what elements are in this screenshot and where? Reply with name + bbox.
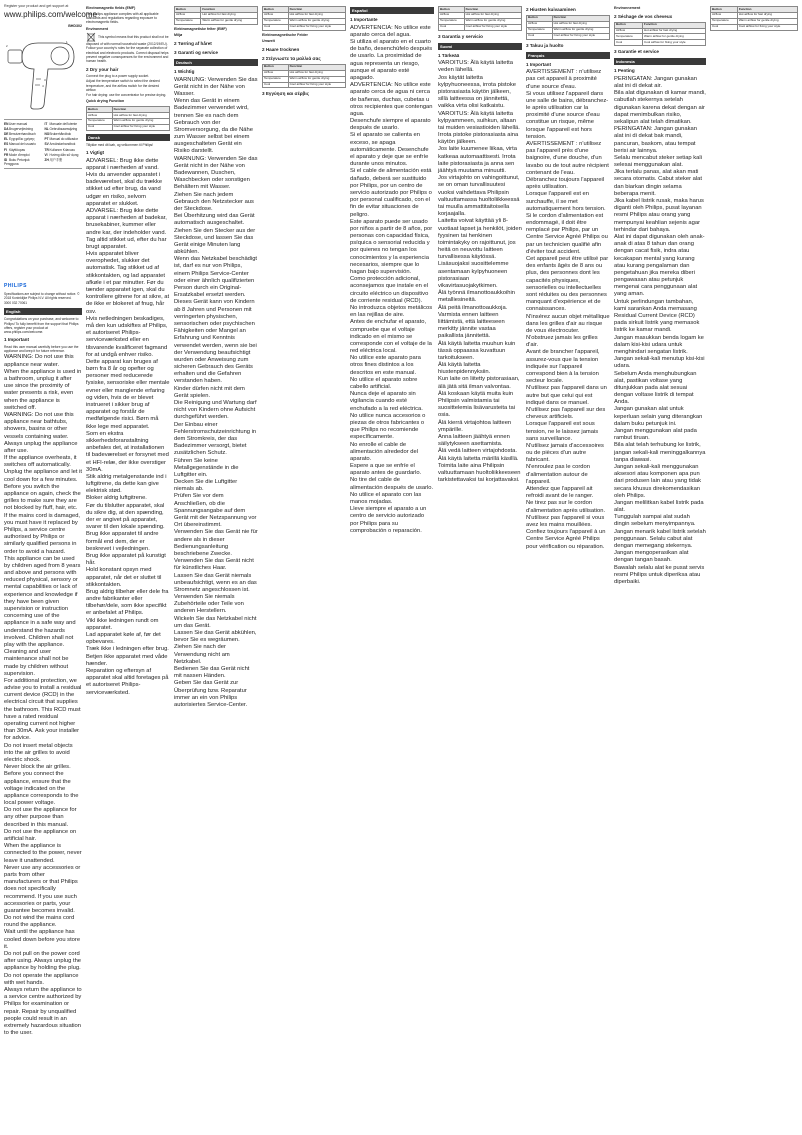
warning-item: Älä peitä ilmanottoaukkoja. bbox=[438, 304, 508, 311]
warning-item: Som en ekstra sikkerhedsforanstaltning anbefales det, at installationen til badeværelset er forsynet med et HFI-relæ, der ikke overstiger 30mA. bbox=[86, 430, 169, 473]
francais-s2-title: 2 Séchage de vos cheveux bbox=[614, 13, 673, 19]
column-deutsch-greek bbox=[262, 0, 346, 1135]
warning-item: Älä käytä laitetta märillä käsillä. bbox=[438, 455, 519, 462]
warning-item: N'utilisez pas l'appareil si vous avez les mains mouillées. bbox=[526, 514, 605, 528]
warning-item: Laitetta voivat käyttää yli 8-vuotiaat lapset ja henkilöt, joiden fyysinen tai henkinen toimintakyky on rajoittunut, jos heitä on neuvottu laitteen turvallisessa käytössä. bbox=[438, 218, 522, 261]
warning-item: No utilice nunca accesorios o piezas de otros fabricantes o que Philips no recomiende específicamente. bbox=[350, 412, 426, 441]
table-row: Temperature Warm airflow for gentle drying bbox=[263, 18, 346, 24]
warning-item: Toimita laite aina Philipsin valtuuttamaan huoltoliikkeeseen tarkistettavaksi tai korjattavaksi. bbox=[438, 462, 521, 484]
suomi-s1-title: 1 Tärkeää bbox=[438, 52, 460, 58]
warning-item: No utilice el aparato con las manos mojadas. bbox=[350, 491, 422, 506]
warning-item: Always return the appliance to a service centre authorized by Philips for examination or repair. Repair by unqualified people could result in an extremely hazardous situation to the user. bbox=[4, 986, 82, 1037]
table-row: Airflow Hot airflow for fast drying bbox=[175, 12, 258, 18]
warning-item: Brug aldrig tilbehør eller dele fra andre fabrikanter eller tilbehør/dele, som ikke specifikt er anbefalet af Philips. bbox=[86, 588, 169, 617]
warning-item: Jangan menarik kabel listrik setelah penggunaan. Selalu cabut alat dengan memegang stekernya. bbox=[614, 528, 706, 550]
table-row: Airflow Hot airflow for fast drying bbox=[263, 12, 346, 18]
warning-item: Lassen Sie das Gerät abkühlen, bevor Sie es wegräumen. bbox=[174, 630, 257, 644]
warning-item: Always unplug the appliance after use. bbox=[4, 440, 78, 454]
quick-dry-title: Quick drying Function bbox=[86, 99, 125, 104]
warning-item: Verwenden Sie das Gerät nicht für künstliches Haar. bbox=[174, 558, 254, 572]
dansk-env-title: Miljø bbox=[174, 33, 183, 38]
function-table: Button Function Airflow Hot airflow for fast drying Temperature Warm airflow for gentle drying Cool Cool airflow for fixing your style bbox=[438, 6, 522, 31]
warning-item: Kinder dürfen nicht mit dem Gerät spielen. bbox=[174, 385, 245, 399]
warning-item: Tag altid stikket ud, efter du har brugt apparatet. bbox=[86, 236, 167, 250]
welcome-url[interactable]: www.philips.com/welcome bbox=[4, 9, 97, 19]
warning-item: Cet appareil peut être utilisé par des enfants âgés de 8 ans ou plus, des personnes dont les capacités physiques, sensorielles ou intellectuelles sont réduites ou des personnes manquant d'expérience et de connaissances. bbox=[526, 256, 609, 313]
table-row: Cool Cool airflow for fixing your style bbox=[527, 33, 610, 39]
english-emf-text: This Philips appliance complies with all applicable standards and regulations regarding exposure to electromagnetic fields. bbox=[86, 11, 159, 25]
warning-item: Confiez toujours l'appareil à un Centre Service Agréé Philips pour vérification ou réparation. bbox=[526, 529, 606, 550]
warning-item: Tunggulah sampai alat sudah dingin sebelum menyimpannya. bbox=[614, 514, 696, 528]
wheelie-bin-icon bbox=[86, 32, 96, 42]
warning-item: Betjen ikke apparatet med våde hænder. bbox=[86, 653, 168, 667]
warning-item: AVERTISSEMENT : n'utilisez pas cet appareil à proximité d'une source d'eau. bbox=[526, 69, 602, 90]
english-warnings bbox=[4, 354, 82, 1037]
svg-text:2: 2 bbox=[6, 43, 8, 48]
lang-item: FRMode d'emploi bbox=[4, 152, 30, 157]
warning-item: Führen Sie keine Metallgegenstände in die Luftgitter ein. bbox=[174, 457, 239, 478]
warning-item: Jos käytät laitetta kylpyhuoneessa, irrota pistoke pistorasiasta käytön jälkeen, sillä laitteessa on jännitettä, vaikka virta olisi katkaistu. bbox=[438, 74, 516, 110]
warning-item: Selalu mencabut steker setiap kali selesai menggunakan alat. bbox=[614, 154, 702, 169]
lang-item: TRKullanım Kılavuzu bbox=[44, 147, 76, 152]
warning-item: Jika kabel listrik rusak, maka harus diganti oleh Philips, pusat layanan resmi Philips atau orang yang mempunyai keahlian sejenis agar terhindar dari bahaya. bbox=[614, 198, 704, 233]
warning-item: Kun laite on liitetty pistorasiaan, älä jätä sitä ilman valvontaa. bbox=[438, 376, 520, 390]
warning-item: Do not insert metal objects into the air grilles to avoid electric shock. bbox=[4, 742, 73, 763]
legal-notice: Specifications are subject to change without notice. © 2018 Koninklijke Philips N.V. All rights reserved. bbox=[4, 291, 80, 300]
function-table: Button Function Airflow Hot airflow for fast drying Temperature Warm airflow for gentle drying Cool Cool airflow for fixing your style bbox=[710, 6, 798, 31]
warning-item: Jangan sekali-kali menutup kisi-kisi udara. bbox=[614, 356, 705, 370]
warning-item: Dette apparat kan bruges af børn fra 8 år og opefter og personer med reducerede fysiske, sensoriske eller mentale evner eller manglende erfaring og viden, hvis de er blevet instrueret i sikker brug af apparatet og forstår de medfølgende risici. Børn må ikke lege med apparatet. bbox=[86, 358, 170, 430]
warning-item: Si el aparato se calienta en exceso, se apaga automáticamente. Desenchufe el aparato y deje que se enfríe durante unos minutos. bbox=[350, 132, 429, 168]
warning-item: ADVERTENCIA: No utilice este aparato cerca del agua. bbox=[350, 24, 431, 38]
warning-item: Jangan menggunakan alat pada rambut tiruan. bbox=[614, 428, 697, 442]
section-header-english: English bbox=[4, 308, 82, 315]
table-row: Temperature Warm airflow for gentle drying bbox=[175, 18, 258, 24]
table-row: Temperature Warm airflow for gentle drying bbox=[615, 34, 706, 40]
espanol-s3-title: 3 Garantía y servicio bbox=[438, 33, 483, 39]
warning-item: Bedienen Sie das Gerät nicht mit nassen Händen. bbox=[174, 665, 250, 680]
warning-item: Hvis du anvender apparatet i badeværelset, skal du trække stikket ud efter brug, da vand udgør en risiko, selvom apparatet er slukket. bbox=[86, 172, 163, 207]
column-francais-indonesia bbox=[614, 0, 706, 1135]
english-env-title: Environment bbox=[86, 26, 108, 31]
warning-item: Lisäsuojaksi suosittelemme asentamaan kylpyhuoneen pistorasiaan vikavirtasuojakytkimen. bbox=[438, 261, 509, 289]
warning-item: Brug ikke apparatet på kunstigt hår. bbox=[86, 552, 166, 567]
warning-item: Älä työnnä ilmanottoaukkoihin metalliesineitä. bbox=[438, 290, 516, 304]
warning-item: Lleve siempre el aparato a un centro de servicio autorizado por Philips para su comprobación o reparación. bbox=[350, 506, 427, 534]
table-row: Cool Cool airflow for fixing your style bbox=[263, 24, 346, 30]
warning-item: WARNUNG: Verwenden Sie das Gerät nicht in der Nähe von Wasser. bbox=[174, 76, 258, 97]
warning-item: Anna laitteen jäähtyä ennen säilytykseen asettamista. bbox=[438, 433, 510, 448]
warning-item: Do not operate the appliance with wet hands. bbox=[4, 972, 79, 986]
francais-s1-title: 1 Important bbox=[526, 61, 552, 67]
warning-item: For additional protection, we advise you to install a residual current device (RCD) in the electrical circuit that supplies the bathroom. This RCD must have a rated residual operating current not higher than 30mA. Ask your installer for advice. bbox=[4, 677, 82, 742]
warning-item: If the mains cord is damaged, you must have it replaced by Philips, a service centre authorised by Philips or similarly qualified persons in order to avoid a hazard. bbox=[4, 512, 81, 555]
warning-item: Irrota pistoke pistorasiasta aina käytön jälkeen. bbox=[438, 132, 519, 146]
section-header-dansk: Dansk bbox=[86, 134, 170, 141]
warning-item: Wenn das Gerät in einem Badezimmer verwendet wird, trennen Sie es nach dem Gebrauch von der Stromversorgung, da die Nähe zum Wasser selbst bei einem ausgeschalteten Gerät ein Risiko darstellt. bbox=[174, 98, 253, 155]
francais-s3-title: 3 Garantie et service bbox=[614, 49, 659, 55]
warning-item: Der Einbau einer Fehlerstromschutzeinrichtung in dem Stromkreis, der das Badezimmer versorgt, bietet zusätzlichen Schutz. bbox=[174, 421, 257, 457]
english-s2-title: 2 Dry your hair bbox=[86, 66, 119, 72]
step-item: Connect the plug to a power supply socket. bbox=[86, 74, 150, 79]
warning-item: Älä käytä laitetta muuhun kuin tässä oppaassa kuvattuun tarkoitukseen. bbox=[438, 340, 516, 361]
warning-item: Brug ikke apparatet til andre formål end dem, der er beskrevet i vejledningen. bbox=[86, 531, 159, 552]
lang-item: DEBenutzerhandbuch bbox=[4, 132, 36, 137]
product-illustration bbox=[4, 35, 82, 113]
warning-item: Si el cable de alimentación está dañado, deberá ser sustituido por Philips, por un centro de servicio autorizado por Philips o por personal cualificado, con el fin de evitar situaciones de peligro. bbox=[350, 168, 432, 218]
dansk-intro: Tillykke med dit køb, og velkommen til Philips! bbox=[86, 142, 154, 147]
warning-item: Bloker aldrig luftgitrene. bbox=[86, 495, 147, 502]
warning-item: When the appliance is connected to the power, never leave it unattended. bbox=[4, 843, 82, 864]
dansk-emf-title: Elektromagnetiske felter (EMF) bbox=[174, 26, 227, 31]
dansk-s2-title: 2 Tørring af håret bbox=[174, 41, 212, 47]
warning-item: Jangan masukkan benda logam ke dalam kisi-kisi udara untuk menghindari sengatan listrik. bbox=[614, 334, 704, 355]
table-row: Airflow Hot airflow for fast drying bbox=[711, 12, 798, 18]
warning-item: Træk ikke i ledningen efter brug. bbox=[86, 646, 169, 653]
warning-item: ADVARSEL: Brug ikke dette apparat i nærheden af badekar, brusekabiner, kummer eller andre kar, der indeholder vand. bbox=[86, 207, 167, 236]
model-number: BHD302 bbox=[68, 24, 82, 29]
warning-item: Do not pull on the power cord after using. Always unplug the appliance by holding the plug. bbox=[4, 951, 82, 972]
warning-item: Älä kierrä virtajohtoa laitteen ympärille. bbox=[438, 419, 512, 433]
warning-item: Wickeln Sie das Netzkabel nicht um das Gerät. bbox=[174, 615, 257, 629]
warning-item: Never use any accessories or parts from other manufacturers or that Philips does not specifically recommend. If you use such accessories or parts, your guarantee becomes invalid. bbox=[4, 864, 81, 914]
warning-item: Bila alat telah terhubung ke listrik, jangan sekali-kali meninggalkannya tanpa diawasi. bbox=[614, 442, 706, 463]
warning-item: N'enroulez pas le cordon d'alimentation autour de l'appareil. bbox=[526, 464, 590, 485]
warning-item: No utilice este aparato para otros fines distintos a los descritos en este manual. bbox=[350, 355, 421, 376]
warning-item: N'utilisez pas l'appareil sur des cheveux artificiels. bbox=[526, 406, 606, 421]
warning-item: No utilice el aparato sobre cabello artificial. bbox=[350, 376, 418, 391]
warning-item: If the appliance overheats, it switches off automatically. Unplug the appliance and let it cool down for a few minutes. Before you switch the appliance on again, check the grilles to make sure they are not blocked by fluff, hair, etc. bbox=[4, 455, 82, 512]
document-code: 3000 032 70061 bbox=[4, 300, 28, 305]
warning-item: Geben Sie das Gerät zur Überprüfung bzw. Reparatur immer an ein von Philips autorisiertes Service-Center. bbox=[174, 680, 248, 708]
lang-item: NLGebruiksaanwijzing bbox=[44, 126, 78, 131]
warning-item: VAROITUS: Älä käytä laitetta kylpyammeen, suihkun, altaan tai muiden vesiastioiden lähellä. bbox=[438, 110, 520, 131]
table-row: Airflow Hot airflow for fast drying bbox=[615, 28, 706, 34]
warning-item: Untuk perlindungan tambahan, kami sarankan Anda memasang Residual Current Device (RCD) pada sirkuit listrik yang memasok listrik ke kamar mandi. bbox=[614, 298, 700, 334]
deutsch-emf-title: Elektromagnetische Felder bbox=[262, 32, 308, 37]
warning-item: Älä käytä laitetta hiustenpidennyksiin. bbox=[438, 362, 491, 376]
table-row: Cool Cool airflow for fixing your style bbox=[263, 82, 346, 88]
lang-item: FI Käyttöopas bbox=[4, 147, 25, 152]
warning-item: Do not use the appliance on artificial hair. bbox=[4, 828, 77, 843]
table-row: Cool Cool airflow for fixing your style bbox=[87, 124, 170, 130]
lang-item: NOBrukerhåndbok bbox=[44, 132, 72, 137]
warning-item: Before you connect the appliance, ensure that the voltage indicated on the appliance corresponds to the local power voltage. bbox=[4, 771, 79, 807]
lang-item: ELΕγχειρίδιο χρήσης bbox=[4, 137, 35, 142]
warning-item: Decken Sie die Luftgitter niemals ab. bbox=[174, 479, 238, 493]
warning-item: N'utilisez pas l'appareil dans un autre but que celui qui est indiqué dans ce manuel. bbox=[526, 385, 607, 406]
espanol-s1-title: 1 Importante bbox=[350, 17, 378, 23]
dansk-s1-title: 1 Vigtigt bbox=[86, 150, 105, 156]
lang-item: ZH用户手册 bbox=[44, 157, 63, 162]
lang-item: DABrugervejledning bbox=[4, 126, 33, 131]
deutsch-env-title: Umwelt bbox=[262, 39, 275, 44]
warning-item: Hvis netledningen beskadiges, må den kun udskiftes af Philips, et autoriseret Philips-serviceværksted eller en tilsvarende kvalificeret fagmand for at undgå enhver risiko. bbox=[86, 315, 168, 358]
function-table: Button Function Airflow Hot airflow for fast drying Temperature Warm airflow for gentle drying Cool Cool airflow for fixing your style bbox=[526, 15, 610, 40]
section-header-espanol: Español bbox=[350, 7, 434, 14]
warning-item: Do not wind the mains cord round the appliance. bbox=[4, 915, 75, 929]
warning-item: Como protección adicional, aconsejamos que instale en el circuito eléctrico un dispositivo de corriente residual (RCD). bbox=[350, 276, 429, 304]
warning-item: N'utilisez jamais d'accessoires ou de pièces d'un autre fabricant. bbox=[526, 442, 604, 464]
warning-item: Avant de brancher l'appareil, assurez-vous que la tension indiquée sur l'appareil correspond bien à la tension secteur locale. bbox=[526, 349, 600, 385]
warning-item: Reparation og eftersyn af apparatet skal altid foretages på et autoriseret Philips-serviceværksted. bbox=[86, 667, 169, 696]
warning-item: AVERTISSEMENT : n'utilisez pas l'appareil près d'une baignoire, d'une douche, d'un lavabo ou de tout autre récipient contenant de l'eau. bbox=[526, 141, 609, 176]
warning-item: When the appliance is used in a bathroom, unplug it after use since the proximity of water presents a risk, even when the appliance is switched off. bbox=[4, 368, 82, 411]
lang-item: VI Hướng dẫn sử dụng bbox=[44, 152, 79, 157]
table-row: Airflow Hot airflow for fast drying bbox=[527, 21, 610, 27]
warning-item: Hold konstant opsyn med apparatet, når det er sluttet til stikkontakten. bbox=[86, 567, 162, 588]
greek-s2-title: 2 Στέγνωστε τα μαλλιά σας bbox=[262, 55, 321, 61]
function-table: Button Function Airflow Hot airflow for fast drying Temperature Warm airflow for gentle drying Cool Cool airflow for fixing your style bbox=[614, 22, 706, 47]
column-espanol-suomi bbox=[438, 0, 522, 1135]
warning-item: Desenchufe siempre el aparato después de usarlo. bbox=[350, 118, 431, 132]
warning-item: PERINGATAN: Jangan gunakan alat ini di dekat bak mandi, pancuran, baskom, atau tempat berisi air lainnya. bbox=[614, 126, 697, 154]
warning-item: Jangan mengoperasikan alat dengan tangan basah. bbox=[614, 550, 689, 564]
svg-text:4: 4 bbox=[42, 83, 44, 88]
function-table: Button Function Airflow Hot airflow for fast drying Temperature Warm airflow for gentle drying Cool Cool airflow for fixing your style bbox=[262, 6, 346, 31]
section-header-indonesia: Indonesia bbox=[614, 58, 706, 65]
warning-item: Jika terlalu panas, alat akan mati secara otomatis. Cabut steker alat dan biarkan dingin selama beberapa menit. bbox=[614, 169, 702, 197]
warning-item: Verwenden Sie das Gerät nie für andere als in dieser Bedienungsanleitung beschriebene Zwecke. bbox=[174, 529, 258, 557]
warning-item: Jos laite kuumenee liikaa, virta katkeaa automaattisesti. Irrota laite pistorasiasta ja anna sen jäähtyä muutama minuutti. bbox=[438, 146, 517, 174]
table-row: Airflow Hot airflow for fast drying bbox=[87, 113, 170, 119]
function-table: Button Function Airflow Hot airflow for fast drying Temperature Warm airflow for gentle drying Cool Cool airflow for fixing your style bbox=[86, 106, 170, 131]
warning-item: VAROITUS: Älä käytä laitetta veden lähellä. bbox=[438, 60, 513, 74]
table-row: Temperature Warm airflow for gentle drying bbox=[711, 18, 798, 24]
warning-item: Nunca deje el aparato sin vigilancia cuando esté enchufado a la red eléctrica. bbox=[350, 391, 423, 412]
warning-item: WARNING: Do not use this appliance near water. bbox=[4, 354, 74, 368]
column-dansk-deutsch bbox=[174, 0, 258, 1135]
warning-item: Este aparato puede ser usado por niños a partir de 8 años, por personas con capacidad física, psíquica o sensorial reducida y por quienes no tengan los conocimientos y la experiencia necesarios, siempre que lo hagan bajo supervisión. bbox=[350, 218, 433, 276]
table-row: Temperature Warm airflow for gentle drying bbox=[87, 118, 170, 124]
warning-item: Varmista ennen laitteen liittämistä, että laitteeseen merkitty jännite vastaa paikallista jännitettä. bbox=[438, 311, 505, 340]
warning-item: PERINGATAN: Jangan gunakan alat ini di dekat air. bbox=[614, 75, 697, 90]
warning-item: WARNING: Do not use this appliance near bathtubs, showers, basins or other vessels containing water. bbox=[4, 411, 74, 440]
lang-item: IT Manuale dell'utente bbox=[44, 121, 78, 126]
warning-item: This appliance can be used by children aged from 8 years and above and persons with reduced physical, sensory or mental capabilities or lack of experience and knowledge if they have been given supervision or instruction concerning use of the appliance in a safe way and understand the hazards involved. Children shall not play with the appliance. Cleaning and user maintenance shall not be made by children without supervision. bbox=[4, 555, 81, 677]
warning-item: Älä koskaan käytä muita kuin Philipsin valmistamia tai suosittelemia lisävarusteita tai osia. bbox=[438, 390, 516, 419]
warning-item: Alat ini dapat digunakan oleh anak-anak di atas 8 tahun dan orang dengan cacat fisik, indra atau kecakapan mental yang kurang atau kurang pengalaman dan pengetahuan jika mereka diberi pengawasan atau petunjuk mengenai cara penggunaan alat yang aman. bbox=[614, 233, 705, 298]
warning-item: Bawalah selalu alat ke pusat servis resmi Philips untuk diperiksa atau diperbaiki. bbox=[614, 564, 705, 585]
warning-item: Do not use the appliance for any other purpose than described in this manual. bbox=[4, 807, 77, 828]
svg-text:3: 3 bbox=[44, 77, 46, 82]
english-s1-title: 1 Important bbox=[4, 337, 30, 343]
register-line: Register your product and get support at bbox=[4, 4, 69, 8]
section-header-francais: Français bbox=[526, 52, 610, 59]
warning-item: No introduzca objetos metálicos en las rejillas de aire. bbox=[350, 304, 433, 319]
column-continuation bbox=[710, 0, 798, 1135]
suomi-s2-title: 2 Hiusten kuivaaminen bbox=[526, 7, 576, 12]
table-row: Temperature Warm airflow for gentle drying bbox=[439, 18, 522, 24]
table-row: Temperature Warm airflow for gentle drying bbox=[527, 27, 610, 33]
deutsch-s2-title: 2 Haare trocknen bbox=[262, 46, 300, 52]
warning-item: Débranchez toujours l'appareil après utilisation. bbox=[526, 176, 605, 191]
svg-text:1: 1 bbox=[66, 39, 68, 44]
warning-item: Bei Überhitzung wird das Gerät automatisch ausgeschaltet. Ziehen Sie den Stecker aus der Steckdose, und lassen Sie das Gerät einige Minuten lang abkühlen. bbox=[174, 213, 256, 256]
warning-item: ADVARSEL: Brug ikke dette apparat i nærheden af vand. bbox=[86, 157, 159, 171]
warning-item: Dieses Gerät kann von Kindern ab 8 Jahren und Personen mit verringerten physischen, sensorischen oder psychischen Fähigkeiten oder Mangel an Erfahrung und Kenntnis verwendet werden, wenn sie bei der Verwendung beaufsichtigt wurden oder Anweisung zum sicheren Gebrauch des Geräts erhalten und die Gefahren verstanden haben. bbox=[174, 299, 257, 385]
warning-item: Si le cordon d'alimentation est endommagé, il doit être remplacé par Philips, par un Centre Service Agréé Philips ou par un technicien qualifié afin d'éviter tout accident. bbox=[526, 212, 608, 255]
warning-item: N'obstruez jamais les grilles d'air. bbox=[526, 335, 598, 349]
warning-item: N'insérez aucun objet métallique dans les grilles d'air au risque de vous électrocuter. bbox=[526, 313, 610, 334]
warning-item: ADVERTENCIA: No utilice este aparato cerca de agua ni cerca de bañeras, duchas, cubetas u otros recipientes que contengan agua. bbox=[350, 82, 433, 117]
warning-item: Wait until the appliance has cooled down before you store it. bbox=[4, 929, 81, 950]
column-english-dansk bbox=[86, 0, 170, 1135]
warning-item: Älä vedä laitteen virtajohdosta. bbox=[438, 448, 517, 455]
warning-item: Stik aldrig metalgenstande ind i luftgitrene, da dette kan give elektrisk stød. bbox=[86, 473, 167, 495]
warning-item: Jangan sekali-kali menggunakan aksesori atau komponen apa pun dari produsen lain atau yang tidak secara khusus direkomendasikan oleh Philips. bbox=[614, 463, 702, 499]
table-row: Airflow Hot airflow for fast drying bbox=[263, 70, 346, 76]
lang-item: ID Buku Petunjuk Pengguna bbox=[4, 157, 30, 166]
warning-item: Si utiliza el aparato en el cuarto de baño, desenchúfelo después de usarlo. La proximidad de agua representa un riesgo, aunque el aparato esté apagado. bbox=[350, 39, 433, 81]
table-row: Temperature Warm airflow for gentle drying bbox=[263, 76, 346, 82]
language-index bbox=[4, 119, 82, 169]
warning-item: No enrolle el cable de alimentación alrededor del aparato. bbox=[350, 441, 418, 462]
warning-item: Sebelum Anda menghubungkan alat, pastikan voltase yang ditunjukkan pada alat sesuai dengan voltase listrik di tempat Anda. bbox=[614, 370, 697, 406]
warning-item: Ziehen Sie nach jedem Gebrauch den Netzstecker aus der Steckdose. bbox=[174, 191, 254, 212]
philips-logo: PHILIPS bbox=[4, 283, 27, 290]
warning-item: Lad apparatet køle af, før det opbevares. bbox=[86, 632, 161, 646]
warning-item: Ne tirez pas sur le cordon d'alimentation après utilisation. bbox=[526, 500, 606, 514]
lang-item: ENUser manual bbox=[4, 121, 28, 126]
table-row: Cool Cool airflow for fixing your style bbox=[439, 24, 522, 30]
francais-env-title: Environnement bbox=[614, 6, 641, 10]
warning-item: Jangan gunakan alat untuk keperluan selain yang diterangkan dalam buku petunjuk ini. bbox=[614, 406, 703, 427]
column-suomi-francais bbox=[526, 0, 610, 1135]
warning-item: Never block the air grilles. bbox=[4, 764, 71, 771]
warning-item: Prüfen Sie vor dem Anschließen, ob die Spannungsangabe auf dem Gerät mit der Netzspannung vor Ort übereinstimmt. bbox=[174, 493, 257, 529]
section-header-suomi: Suomi bbox=[438, 43, 522, 50]
table-row: Cool Cool airflow for fixing your style bbox=[615, 40, 706, 46]
lang-item: ESManual del usuario bbox=[4, 142, 36, 147]
warning-item: Bila alat digunakan di kamar mandi, cabutlah stekernya setelah digunakan karena dekat dengan air dapat menimbulkan risiko, sekalipun alat telah dimatikan. bbox=[614, 90, 706, 125]
indonesia-s1-title: 1 Penting bbox=[614, 68, 635, 74]
lang-item: PTManual do utilizador bbox=[44, 137, 79, 142]
warning-item: Attendez que l'appareil ait refroidi avant de le ranger. bbox=[526, 486, 594, 500]
warning-item: Espere a que se enfríe el aparato antes de guardarlo. bbox=[350, 463, 422, 477]
dansk-s3-title: 3 Garanti og service bbox=[174, 49, 218, 55]
english-env-text: This symbol means that this product shall not be disposed of with normal household waste (2012/19/EU). Follow your country's rules for the separate collection of electrical and electronic products. Correct disposal helps prevent negative consequences for the environment and human health. bbox=[86, 32, 170, 63]
lang-item: SVAnvändarhandbok bbox=[44, 142, 76, 147]
deutsch-s1-title: 1 Wichtig bbox=[174, 69, 195, 75]
warning-item: Lorsque l'appareil est en surchauffe, il se met automatiquement hors tension. bbox=[526, 191, 606, 212]
english-s1-intro: Read this user manual carefully before you use the appliance and keep it for future reference. bbox=[4, 344, 79, 354]
warning-item: Jangan melilitkan kabel listrik pada alat. bbox=[614, 499, 704, 514]
warning-item: Verwenden Sie niemals Zubehörteile oder Teile von anderen Herstellern. bbox=[174, 594, 244, 615]
warning-item: Die Reinigung und Wartung darf nicht von Kindern ohne Aufsicht durchgeführt werden. bbox=[174, 400, 257, 421]
warning-item: Lorsque l'appareil est sous tension, ne le laissez jamais sans surveillance. bbox=[526, 421, 599, 442]
warning-item: No tire del cable de alimentación después de usarlo. bbox=[350, 477, 434, 491]
step-item: For hair drying: use the concentrator for precise drying. bbox=[86, 93, 167, 98]
warning-item: Wenn das Netzkabel beschädigt ist, darf es nur von Philips, einem Philips Service-Center oder einer ähnlich qualifizierten Person durch ein Original-Ersatzkabel ersetzt werden. bbox=[174, 256, 258, 299]
warning-item: WARNUNG: Verwenden Sie das Gerät nicht in der Nähe von Badewannen, Duschen, Waschbecken oder sonstigen Behältern mit Wasser. bbox=[174, 155, 258, 191]
table-row: Cool Cool airflow for fixing your style bbox=[711, 24, 798, 30]
warning-item: Ziehen Sie nach der Verwendung nicht am Netzkabel. bbox=[174, 644, 230, 665]
warning-item: Vikl ikke ledningen rundt om apparatet. bbox=[86, 617, 159, 631]
function-table: Button Function Airflow Hot airflow for fast drying Temperature Warm airflow for gentle drying bbox=[174, 6, 258, 25]
step-item: Adjust the temperature switch to select the desired temperature, and the airflow switch for the desired airflow. bbox=[86, 79, 160, 92]
section-header-deutsch: Deutsch bbox=[174, 59, 258, 66]
table-row: Airflow Hot airflow for fast drying bbox=[439, 12, 522, 18]
suomi-s3-title: 3 Takuu ja huolto bbox=[526, 42, 564, 48]
warning-item: Si vous utilisez l'appareil dans une salle de bains, débranchez-le après utilisation car la proximité d'une source d'eau constitue un risque, même lorsque l'appareil est hors tension. bbox=[526, 90, 609, 140]
cover-spacer bbox=[4, 173, 82, 281]
warning-item: Før du tilslutter apparatet, skal du sikre dig, at den spænding, der er angivet på apparatet, svarer til den lokale spænding. bbox=[86, 502, 165, 531]
column-espanol bbox=[350, 0, 434, 1135]
english-emf-title: Electromagnetic fields (EMF) bbox=[86, 6, 136, 10]
english-intro: Congratulations on your purchase, and welcome to Philips! To fully benefit from the support that Philips offers, register your product at www.philips.com/welcome. bbox=[4, 317, 79, 335]
warning-item: Hvis apparatet bliver overophedet, slukker det automatisk. Tag stikket ud af stikkontakten, og lad apparatet afkøle i et par minutter. Før du tænder apparatet igen, skal du kontrollere gitrene for at sikre, at de ikke er blokeret af fnug, hår osv. bbox=[86, 251, 170, 315]
warning-item: Jos virtajohto on vahingoittunut, se on oman turvallisuutesi vuoksi vaihdettava Philipsin valtuuttamassa huoltoliikkeessä tai muulla ammattitaitoisella korjaajalla. bbox=[438, 175, 520, 218]
warning-item: Antes de enchufar el aparato, compruebe que el voltaje indicado en el mismo se corresponde con el voltaje de la red eléctrica local. bbox=[350, 319, 432, 355]
greek-s3-title: 3 Εγγύηση και σέρβις bbox=[262, 91, 310, 97]
warning-item: Lassen Sie das Gerät niemals unbeaufsichtigt, wenn es an das Stromnetz angeschlossen ist. bbox=[174, 572, 257, 593]
function-table: Button Function Airflow Hot airflow for fast drying Temperature Warm airflow for gentle drying Cool Cool airflow for fixing your style bbox=[262, 64, 346, 89]
hair-dryer-drawing bbox=[4, 35, 82, 113]
